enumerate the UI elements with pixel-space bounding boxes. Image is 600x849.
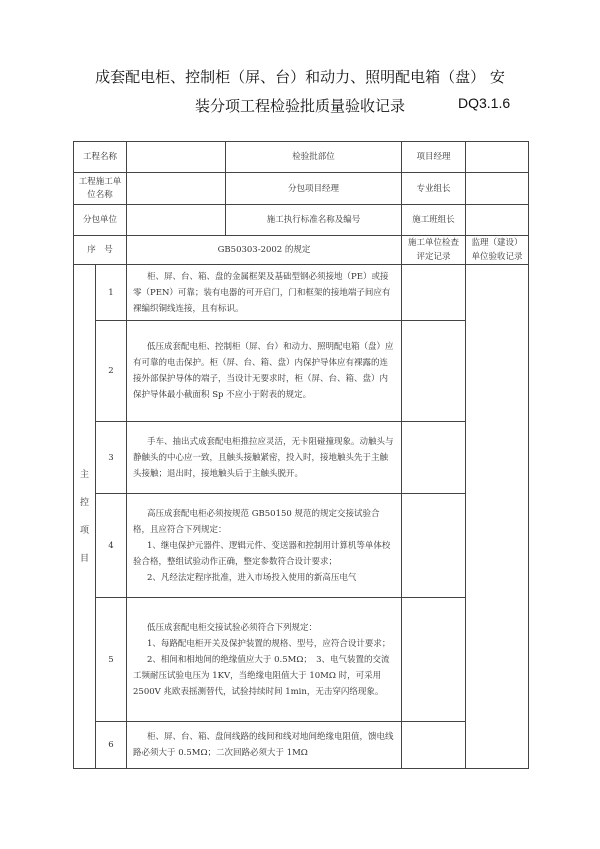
- project-name-label: 工程名称: [74, 142, 127, 173]
- header-row-2: [74, 173, 529, 205]
- item-paragraph: 高压成套配电柜必须按规范 GB50150 规范的规定交接试验合格，且应符合下列规定：: [133, 508, 380, 535]
- construction-check-cell[interactable]: [402, 722, 466, 769]
- team-leader-value[interactable]: [466, 205, 529, 236]
- item-no: 1: [96, 265, 127, 321]
- item-text: [127, 321, 402, 422]
- inspection-table: [73, 141, 529, 769]
- doc-title-line1: 成套配电柜、控制柜（屏、台）和动力、照明配电箱（盘） 安: [95, 68, 505, 86]
- item-row: [74, 422, 529, 494]
- construction-check-cell[interactable]: [402, 321, 466, 422]
- construction-check-cell[interactable]: [402, 422, 466, 494]
- item-paragraph: 柜、屏、台、箱、盘间线路的线间和线对地间绝缘电阻值，馈电线路必须大于 0.5MΩ；二次回路必须大于 1MΩ: [133, 732, 394, 758]
- construction-check-label: 施工单位检查评定记录: [402, 236, 466, 265]
- main-control-text: 主控项目: [79, 469, 89, 564]
- item-row: [74, 265, 529, 321]
- item-row: [74, 494, 529, 598]
- construction-check-cell[interactable]: [402, 494, 466, 598]
- item-text: [127, 598, 402, 722]
- sub-manager-label: 分包项目经理: [226, 173, 402, 205]
- item-row: [74, 321, 529, 422]
- seq-label: 序 号: [74, 236, 127, 265]
- item-paragraph: 1、每路配电柜开关及保护装置的规格、型号，应符合设计要求；: [147, 638, 391, 649]
- construction-check-cell[interactable]: [402, 598, 466, 722]
- supervision-cell[interactable]: [466, 265, 529, 769]
- item-no: 3: [96, 422, 127, 494]
- item-text: [127, 494, 402, 598]
- supervision-label: 监理（建设）单位验收记录: [466, 236, 529, 265]
- item-paragraph: 1、继电保护元器件、逻辑元件、变送器和控制用计算机等单体校验合格，整组试验动作正确，整定参数符合设计要求；: [133, 540, 391, 567]
- construction-check-cell[interactable]: [402, 265, 466, 321]
- header-row-4: [74, 236, 529, 265]
- sub-unit-value[interactable]: [127, 205, 226, 236]
- item-text: [127, 422, 402, 494]
- item-text: [127, 722, 402, 769]
- item-paragraph: 2、凡经法定程序批准，进入市场投入使用的新高压电气: [147, 572, 357, 583]
- item-no: 2: [96, 321, 127, 422]
- item-no: 4: [96, 494, 127, 598]
- sub-unit-label: 分包单位: [74, 205, 127, 236]
- project-manager-label: 项目经理: [402, 142, 466, 173]
- team-leader-label: 施工班组长: [402, 205, 466, 236]
- specialist-leader-label: 专业组长: [402, 173, 466, 205]
- specialist-leader-value[interactable]: [466, 173, 529, 205]
- doc-title-line2: 装分项工程检验批质量验收记录: [194, 97, 405, 115]
- item-no: 5: [96, 598, 127, 722]
- header-row-1: [74, 142, 529, 173]
- item-paragraph: 2、相间和相地间的绝缘值应大于 0.5MΩ； 3、电气装置的交流工频耐压试验电压为 1KV，当绝缘电阻值大于 10MΩ 时，可采用 2500V 兆欧表摇测替代，试验持续时间 1min，无击穿闪络现象。: [133, 654, 390, 697]
- contractor-value[interactable]: [127, 173, 226, 205]
- doc-code: DQ3.1.6: [458, 95, 511, 111]
- project-manager-value[interactable]: [466, 142, 529, 173]
- standard-label: 施工执行标准名称及编号: [226, 205, 402, 236]
- item-row: [74, 722, 529, 769]
- item-row: [74, 598, 529, 722]
- contractor-label: 工程施工单位名称: [74, 173, 127, 205]
- inspection-part-label: 检验批部位: [226, 142, 402, 173]
- item-paragraph: 手车、抽出式成套配电柜推拉应灵活，无卡阻碰撞现象。动触头与静触头的中心应一致，且触头接触紧密，投入时，接地触头先于主触头接触；退出时，接地触头后于主触头脱开。: [133, 436, 394, 479]
- header-row-3: [74, 205, 529, 236]
- item-no: 6: [96, 722, 127, 769]
- item-paragraph: 柜、屏、台、箱、盘的金属框架及基础型钢必须接地（PE）或接零（PEN）可靠；装有电器的可开启门，门和框架的接地端子间应有裸编织铜线连接，且有标识。: [133, 271, 391, 314]
- spec-label: GB50303-2002 的规定: [127, 236, 402, 265]
- project-name-value[interactable]: [127, 142, 226, 173]
- item-paragraph: 低压成套配电柜、控制柜（屏、台）和动力、照明配电箱（盘）应有可靠的电击保护。柜（屏、台、箱、盘）内保护导体应有裸露的连接外部保护导体的端子，当设计无要求时，柜（屏、台、箱、盘）内保护导体最小截面积 Sp 不应小于附表的规定。: [133, 342, 394, 400]
- item-text: [127, 265, 402, 321]
- main-control-label: [74, 265, 96, 769]
- item-paragraph: 低压成套配电柜交接试验必须符合下列规定：: [147, 622, 318, 633]
